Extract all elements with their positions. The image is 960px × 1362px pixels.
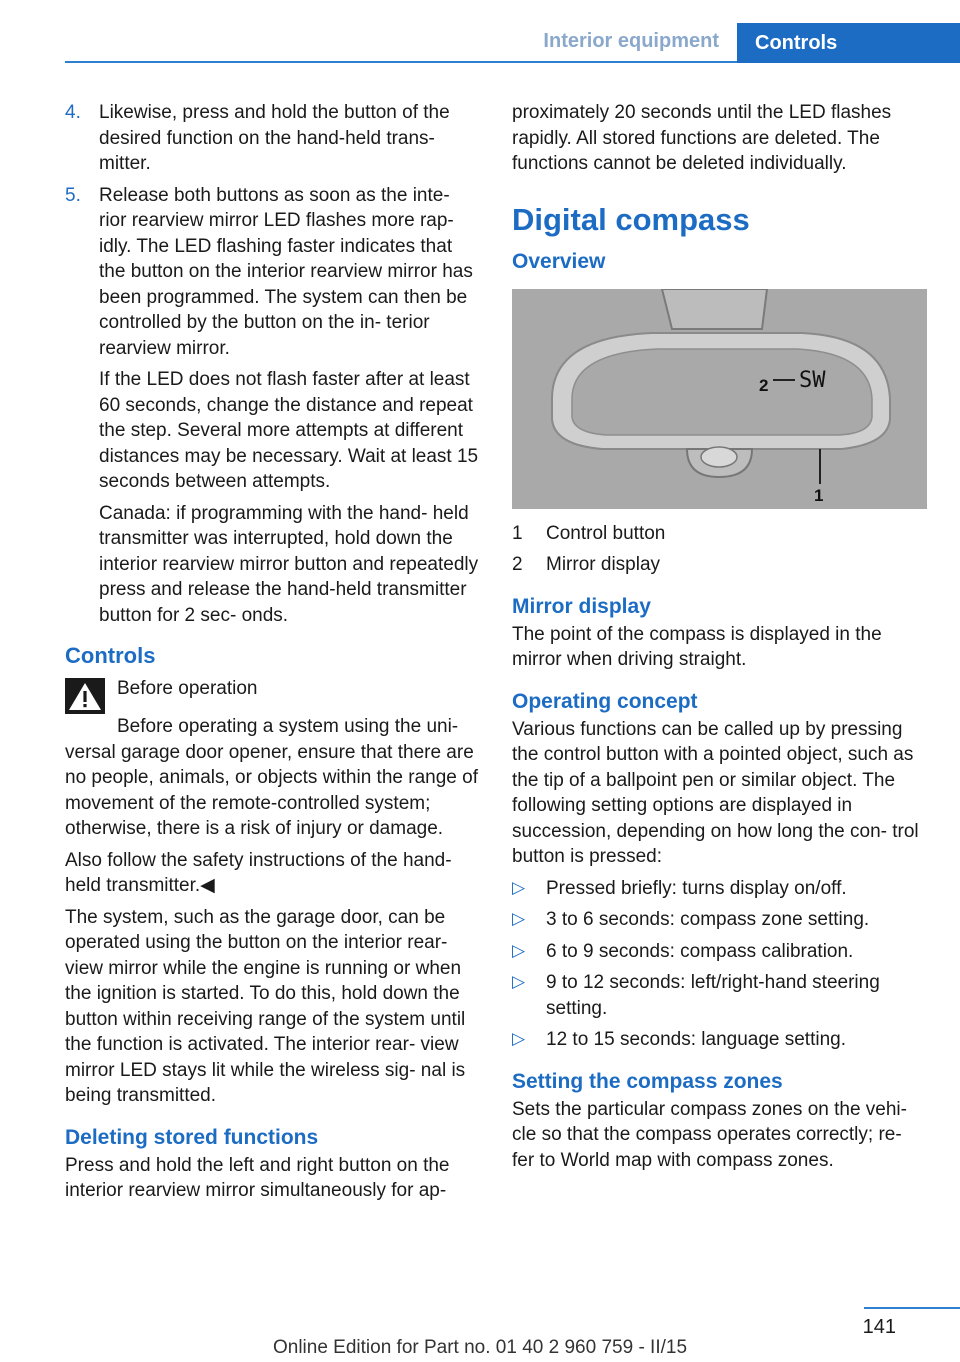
overview-heading: Overview — [512, 249, 606, 273]
mirror-display-text: The point of the compass is displayed in the mirror when driving straight. — [512, 623, 882, 670]
legend-label: Mirror display — [546, 554, 661, 575]
step-text: If the LED does not flash faster after at least 60 seconds, change the distance and repeat the step. Several more attempts at different distances may be necessary. Wait at least 15 seconds between attempts. — [99, 369, 479, 492]
mirror-figure — [512, 289, 927, 509]
operating-concept-heading: Operating concept — [512, 689, 698, 713]
page-header — [0, 0, 960, 64]
page-number: 141 — [862, 1316, 896, 1338]
bullet-text: 9 to 12 seconds: left/right-hand steering setting. — [546, 972, 880, 1019]
triangle-bullet-icon: ▷ — [512, 940, 526, 960]
step-4 — [65, 100, 481, 177]
step-number: 5. — [65, 184, 81, 206]
left-column — [65, 100, 481, 1210]
rearview-mirror-illustration — [512, 289, 927, 509]
triangle-bullet-icon: ▷ — [512, 1029, 526, 1048]
legend-item — [512, 521, 928, 547]
warning-title: Before operation — [117, 678, 258, 699]
triangle-bullet-icon: ▷ — [512, 877, 526, 897]
legend-item — [512, 552, 928, 578]
footer-rule — [864, 1307, 960, 1309]
bullet-item — [512, 939, 928, 965]
bullet-text: 6 to 9 seconds: compass calibration. — [546, 940, 854, 962]
header-section-label: Interior equipment — [543, 30, 719, 52]
compass-zones-heading: Setting the compass zones — [512, 1069, 783, 1093]
bullet-text: Pressed briefly: turns display on/off. — [546, 877, 847, 899]
triangle-bullet-icon: ▷ — [512, 909, 526, 928]
compass-display-text: SW — [799, 367, 826, 393]
safety-text: Also follow the safety instructions of the hand-held transmitter.◀ — [65, 849, 452, 896]
callout-1: 1 — [814, 485, 824, 505]
bullet-text: 12 to 15 seconds: language setting. — [546, 1029, 847, 1050]
compass-zones-text: Sets the particular compass zones on the vehi‐ cle so that the compass operates correctly; re‐ fer to World map with compass zones. — [512, 1098, 907, 1171]
bullet-text: 3 to 6 seconds: compass zone setting. — [546, 909, 870, 930]
continued-text: proximately 20 seconds until the LED flashes rapidly. All stored functions are deleted. The functions cannot be deleted individually. — [512, 102, 892, 174]
deleting-text: Press and hold the left and right button on the interior rearview mirror simultaneously for ap‐ — [65, 1154, 450, 1201]
legend-label: Control button — [546, 522, 666, 544]
controls-heading: Controls — [65, 643, 156, 668]
edition-footer: Online Edition for Part no. 01 40 2 960 759 - II/15 — [272, 1337, 688, 1358]
mirror-display-heading: Mirror display — [512, 594, 651, 618]
warning-block — [65, 676, 481, 716]
right-column — [512, 100, 928, 1179]
operation-text: The system, such as the garage door, can be operated using the button on the interior rear‐ view mirror while the engine is running or when the ignition is started. To do this, hold down the button within receiving range of the system until the function is activated. The interior rear‐ view mirror LED stays lit while the wireless sig‐ nal is being transmitted. — [65, 906, 466, 1106]
step-number: 4. — [65, 102, 81, 123]
callout-2: 2 — [759, 375, 769, 395]
warning-icon — [65, 678, 105, 714]
step-5 — [65, 183, 481, 629]
warning-text: Before operating a system using the uni‐ versal garage door opener, ensure that there are no people, animals, or objects within the range of movement of the remote-controlled system; otherwise, there is a risk of injury or damage. — [65, 716, 478, 839]
step-text: Likewise, press and hold the button of the desired function on the hand-held trans‐ mitter. — [99, 102, 450, 174]
legend-number: 2 — [512, 554, 523, 575]
deleting-heading: Deleting stored functions — [65, 1125, 319, 1149]
step-text: Release both buttons as soon as the inte‐ rior rearview mirror LED flashes more rap‐ idly. The LED flashing faster indicates that the button on the interior rearview mirror has been programmed. The system can then be controlled by the button on the in‐ terior rearview mirror. — [99, 184, 473, 359]
triangle-bullet-icon: ▷ — [512, 972, 526, 991]
legend-number: 1 — [512, 522, 523, 544]
step-text: Canada: if programming with the hand- held transmitter was interrupted, hold down the interior rearview mirror button and repeatedly press and release the hand-held transmitter button for 2 sec‐ onds. — [99, 502, 479, 626]
header-chapter-tab: Controls — [737, 23, 960, 63]
bullet-item — [512, 1027, 928, 1053]
bullet-item — [512, 876, 928, 902]
bullet-item — [512, 907, 928, 933]
operating-concept-text: Various functions can be called up by pressing the control button with a pointed object, such as the tip of a ballpoint pen or similar object. The following setting options are displayed in succession, depending on how long the con‐ trol button is pressed: — [512, 718, 919, 867]
bullet-item — [512, 970, 928, 1021]
digital-compass-title: Digital compass — [512, 201, 750, 237]
